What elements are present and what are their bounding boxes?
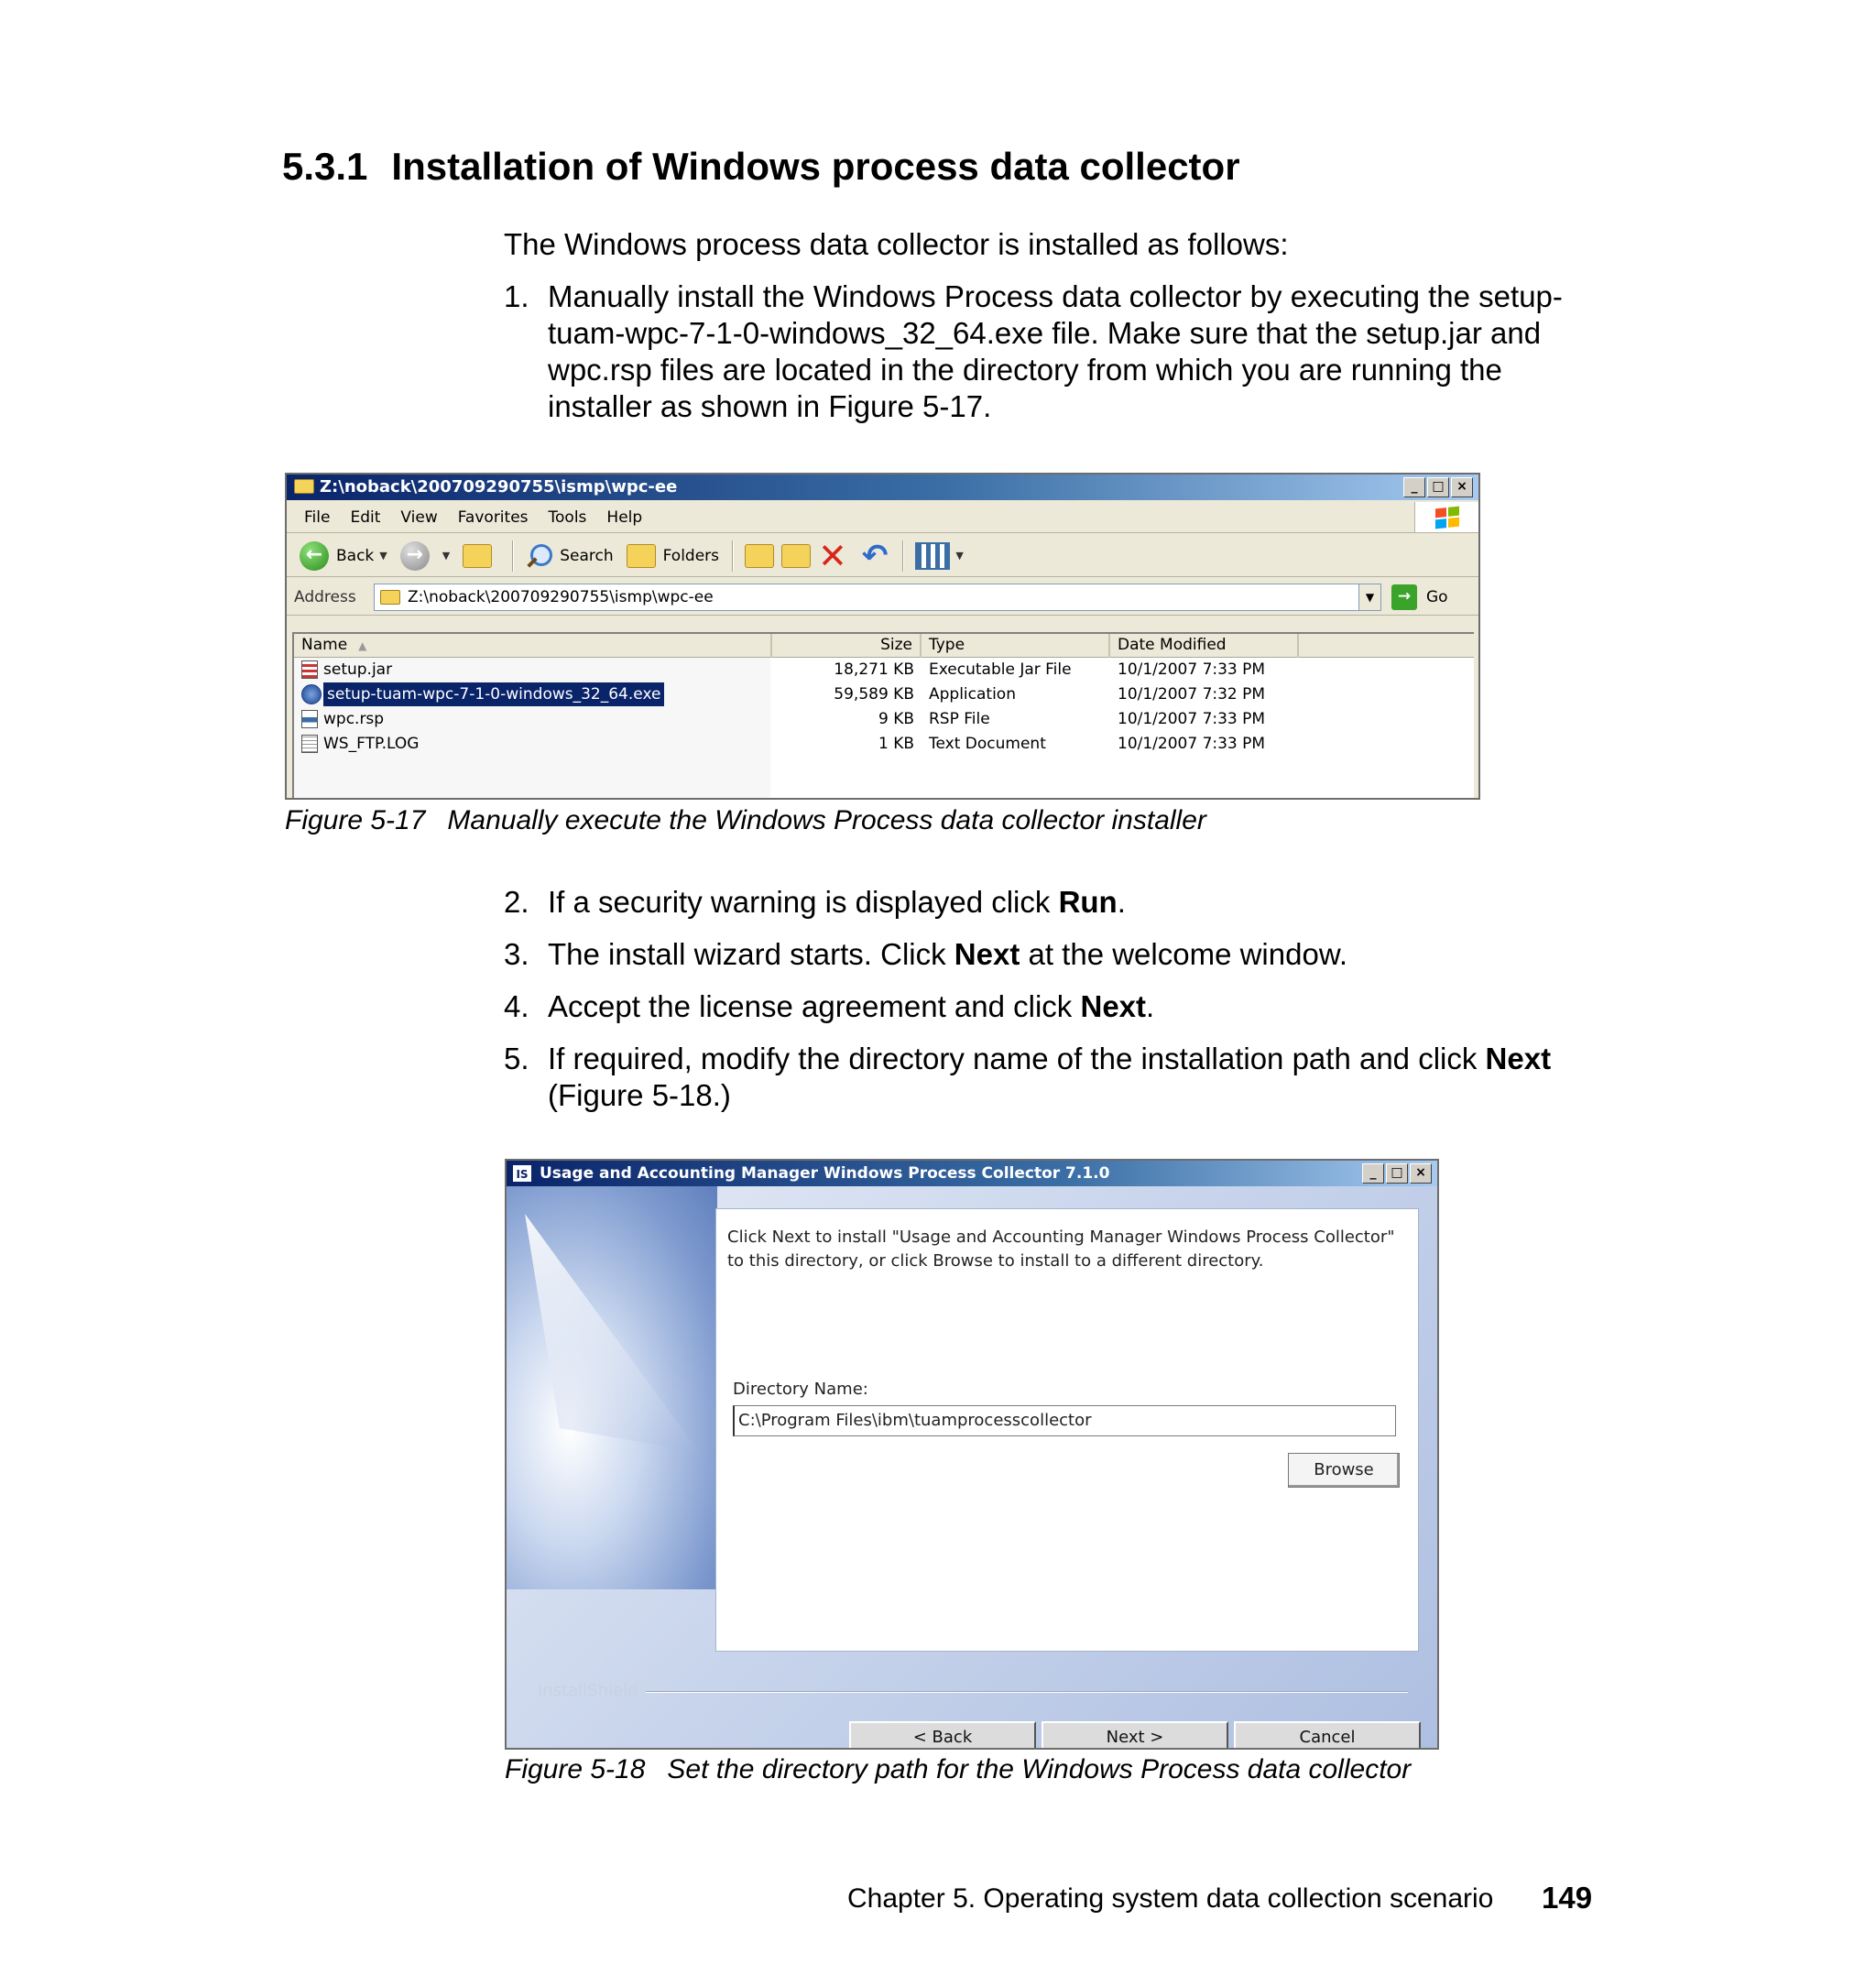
- close-button[interactable]: ×: [1451, 477, 1473, 497]
- step-item: [504, 1041, 1603, 1114]
- section-title: Installation of Windows process data collector: [391, 145, 1240, 188]
- column-header-type[interactable]: Type: [922, 634, 1110, 658]
- chevron-down-icon[interactable]: ▼: [955, 550, 964, 562]
- step-item: [504, 988, 1603, 1025]
- file-row-selected[interactable]: [294, 682, 1474, 706]
- views-icon[interactable]: [915, 542, 950, 570]
- copy-to-icon[interactable]: [781, 544, 811, 568]
- menu-favorites[interactable]: Favorites: [457, 507, 529, 527]
- file-date: 10/1/2007 7:33 PM: [1118, 735, 1266, 753]
- installer-body: [507, 1186, 1437, 1750]
- back-button[interactable]: < Back: [849, 1721, 1036, 1750]
- file-row[interactable]: [294, 707, 1474, 731]
- menu-help[interactable]: Help: [606, 507, 643, 527]
- menu-view[interactable]: View: [400, 507, 438, 527]
- step-text-end: .: [1117, 885, 1126, 919]
- file-size: 1 KB: [878, 735, 914, 753]
- install-message: [727, 1226, 1395, 1273]
- search-button[interactable]: [525, 542, 613, 570]
- step-bold-text: Next: [954, 937, 1020, 971]
- file-name: wpc.rsp: [323, 710, 385, 728]
- step-text: If a security warning is displayed click: [548, 885, 1059, 919]
- delete-icon[interactable]: ✕: [818, 535, 847, 576]
- step-item: [504, 884, 1603, 921]
- intro-paragraph: The Windows process data collector is installed as follows:: [504, 227, 1289, 261]
- file-size: 18,271 KB: [834, 660, 914, 679]
- next-button[interactable]: Next >: [1042, 1721, 1228, 1750]
- forward-button[interactable]: [400, 541, 450, 571]
- step-text-end: (Figure 5-18.): [548, 1078, 731, 1112]
- step-item: [504, 278, 1603, 425]
- file-date: 10/1/2007 7:33 PM: [1118, 710, 1266, 728]
- step-text-end: at the welcome window.: [1020, 937, 1347, 971]
- step-bold-text: Run: [1058, 885, 1118, 919]
- move-to-icon[interactable]: [745, 544, 774, 568]
- column-header-name[interactable]: Name ▲: [294, 634, 772, 658]
- search-icon: [525, 542, 552, 570]
- file-type: Application: [929, 685, 1016, 704]
- file-list: [292, 632, 1474, 800]
- directory-label: Directory Name:: [733, 1380, 868, 1399]
- figure-caption: [285, 805, 1206, 836]
- sort-ascending-icon: ▲: [358, 639, 367, 652]
- figure-caption-text: Set the directory path for the Windows Process data collector: [667, 1754, 1412, 1784]
- explorer-title-bar: [287, 475, 1478, 500]
- windows-logo: [1414, 502, 1478, 532]
- artwork-shape: [525, 1214, 699, 1452]
- step-text: The install wizard starts. Click: [548, 937, 954, 971]
- step-text: Manually install the Windows Process data collector by executing the setup-tuam-wpc-7-1-0-windows_32_64.exe file. Make sure that the setup.jar and wpc.rsp files are located in the directory from which you are running the installer as shown in Figure 5-17.: [548, 279, 1563, 423]
- file-size: 59,589 KB: [834, 685, 914, 704]
- minimize-button[interactable]: _: [1403, 477, 1425, 497]
- installshield-brand: InstallShield: [538, 1681, 638, 1700]
- explorer-window: [285, 473, 1480, 800]
- installer-content-panel: [715, 1208, 1419, 1652]
- close-button[interactable]: ×: [1410, 1163, 1432, 1184]
- menu-file[interactable]: File: [304, 507, 331, 527]
- list-header: [294, 634, 1474, 658]
- step-number: 2.: [504, 885, 529, 919]
- undo-icon[interactable]: ↶: [861, 537, 889, 574]
- file-name: setup-tuam-wpc-7-1-0-windows_32_64.exe: [323, 682, 664, 706]
- explorer-title: Z:\noback\200709290755\ismp\wpc-ee: [320, 477, 678, 496]
- step-number: 4.: [504, 989, 529, 1023]
- file-name: WS_FTP.LOG: [323, 735, 420, 753]
- file-name: setup.jar: [323, 660, 393, 679]
- toolbar: [287, 535, 1478, 577]
- up-folder-button[interactable]: [463, 544, 499, 568]
- up-folder-icon: [463, 544, 492, 568]
- go-button[interactable]: [1391, 584, 1448, 610]
- chevron-down-icon[interactable]: ▼: [379, 550, 387, 562]
- installshield-logo-icon: IS: [512, 1164, 532, 1183]
- forward-arrow-icon: →: [400, 541, 430, 571]
- column-header-date[interactable]: Date Modified: [1110, 634, 1299, 658]
- file-row[interactable]: [294, 732, 1474, 756]
- installer-title-bar: [507, 1161, 1437, 1186]
- maximize-button[interactable]: □: [1386, 1163, 1408, 1184]
- step-number: 1.: [504, 279, 529, 313]
- install-message-line: Click Next to install "Usage and Accounting Manager Windows Process Collector": [727, 1228, 1395, 1247]
- file-size: 9 KB: [878, 710, 914, 728]
- figure-label: Figure 5-18: [505, 1754, 646, 1784]
- chevron-down-icon[interactable]: ▼: [1358, 584, 1380, 610]
- menu-tools[interactable]: Tools: [548, 507, 587, 527]
- file-date: 10/1/2007 7:32 PM: [1118, 685, 1266, 704]
- section-number: 5.3.1: [282, 145, 368, 188]
- toolbar-separator: [902, 540, 904, 572]
- folder-icon: [294, 479, 314, 494]
- exe-file-icon: [301, 684, 322, 704]
- jar-file-icon: [301, 660, 318, 679]
- address-input[interactable]: [374, 584, 1381, 611]
- chapter-footer: Chapter 5. Operating system data collection scenario: [847, 1883, 1494, 1914]
- step-number: 5.: [504, 1042, 529, 1075]
- browse-button[interactable]: Browse: [1288, 1453, 1400, 1488]
- file-row[interactable]: [294, 658, 1474, 682]
- file-type: Text Document: [929, 735, 1046, 753]
- file-date: 10/1/2007 7:33 PM: [1118, 660, 1266, 679]
- chevron-down-icon[interactable]: ▼: [442, 550, 451, 562]
- installer-window: [505, 1159, 1439, 1750]
- go-label: Go: [1426, 588, 1448, 606]
- install-message-line: to this directory, or click Browse to install to a different directory.: [727, 1251, 1264, 1271]
- address-label: Address: [294, 588, 356, 606]
- figure-label: Figure 5-17: [285, 805, 426, 835]
- minimize-button[interactable]: _: [1362, 1163, 1384, 1184]
- folders-button[interactable]: [627, 544, 719, 568]
- step-item: [504, 936, 1603, 973]
- page-number: 149: [1542, 1881, 1593, 1915]
- file-type: Executable Jar File: [929, 660, 1072, 679]
- maximize-button[interactable]: □: [1427, 477, 1449, 497]
- text-file-icon: [301, 735, 318, 753]
- installer-artwork: [507, 1186, 717, 1589]
- step-text: Accept the license agreement and click: [548, 989, 1081, 1023]
- back-label: Back: [336, 546, 375, 565]
- step-bold-text: Next: [1080, 989, 1147, 1023]
- step-text-end: .: [1146, 989, 1155, 1023]
- cancel-button[interactable]: Cancel: [1234, 1721, 1421, 1750]
- file-type: RSP File: [929, 710, 990, 728]
- toolbar-separator: [512, 540, 514, 572]
- windows-flag-icon: [1435, 507, 1459, 529]
- figure-caption: [505, 1754, 1411, 1785]
- figure-caption-text: Manually execute the Windows Process data collector installer: [447, 805, 1206, 835]
- step-text: If required, modify the directory name of the installation path and click: [548, 1042, 1486, 1075]
- folders-icon: [627, 544, 656, 568]
- address-bar: [287, 579, 1478, 616]
- folders-label: Folders: [662, 546, 720, 565]
- step-list-bottom: [504, 884, 1603, 1129]
- go-arrow-icon: →: [1391, 584, 1417, 610]
- divider: [646, 1691, 1408, 1693]
- search-label: Search: [560, 546, 614, 565]
- step-number: 3.: [504, 937, 529, 971]
- column-header-size[interactable]: Size: [772, 634, 922, 658]
- back-arrow-icon: ←: [300, 541, 329, 571]
- folder-icon: [380, 590, 400, 605]
- toolbar-separator: [732, 540, 734, 572]
- address-value: Z:\noback\200709290755\ismp\wpc-ee: [408, 588, 714, 606]
- back-button[interactable]: [300, 541, 387, 571]
- directory-input[interactable]: C:\Program Files\ibm\tuamprocesscollector: [733, 1405, 1396, 1436]
- step-bold-text: Next: [1485, 1042, 1552, 1075]
- installer-title: Usage and Accounting Manager Windows Process Collector 7.1.0: [540, 1164, 1110, 1183]
- step-list-top: [504, 278, 1603, 441]
- menu-bar: [287, 502, 1478, 533]
- menu-edit[interactable]: Edit: [350, 507, 381, 527]
- rsp-file-icon: [301, 710, 318, 728]
- section-heading: [282, 145, 1240, 189]
